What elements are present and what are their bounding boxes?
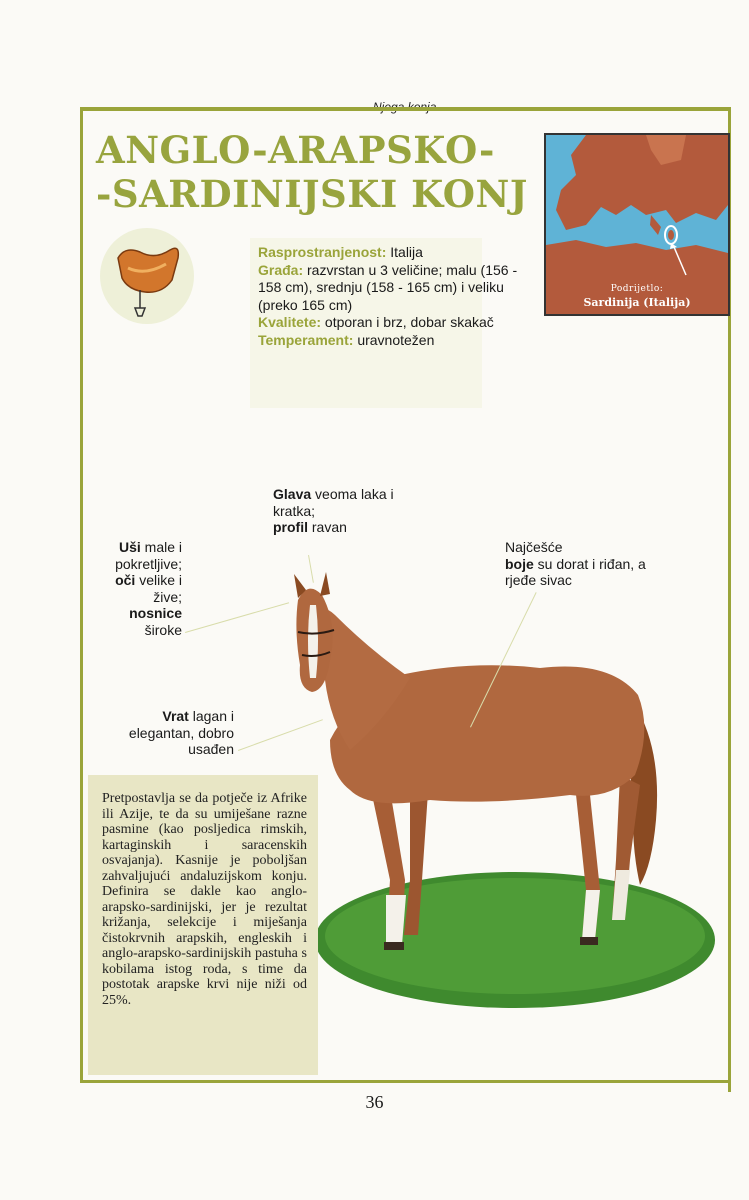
origin-map (544, 133, 730, 316)
saddle-icon (100, 228, 194, 324)
ears-term: Uši (118, 539, 141, 555)
horse-illustration (290, 560, 720, 1020)
annotation-head (273, 486, 423, 536)
ears-text: male i pokretljive; (115, 539, 182, 572)
map-origin-label: Podrijetlo: (610, 284, 664, 294)
head-text: veoma laka i kratka; (273, 486, 394, 519)
breed-facts (258, 244, 518, 349)
head-term: Glava (273, 486, 312, 502)
colour-term: boje (505, 555, 534, 572)
nostrils-text: široke (144, 621, 182, 638)
map-caption (546, 282, 728, 310)
frame-left-rule (80, 107, 83, 1082)
page-number: 36 (365, 1092, 384, 1112)
fact-key-temperament: Temperament: (258, 331, 354, 348)
eyes-term: oči (115, 572, 136, 588)
fact-key-qualities: Kvalitete: (258, 314, 322, 330)
neck-term: Vrat (162, 708, 189, 724)
frame-top-rule (80, 107, 730, 111)
map-origin-place: Sardinija (Italija) (583, 296, 691, 309)
fact-key-distribution: Rasprostranjenost: (258, 244, 387, 260)
fact-value-distribution: Italija (386, 244, 423, 260)
fact-value-temperament: uravnotežen (353, 331, 435, 348)
annotation-neck (120, 708, 234, 758)
profile-term: profil (273, 519, 308, 535)
title-line-1: ANGLO-ARAPSKO- (96, 128, 495, 172)
fact-value-qualities: otporan i brz, dobar skakač (321, 314, 494, 330)
nostrils-term: nosnice (129, 605, 182, 621)
leader-ears (185, 602, 289, 633)
page-title (96, 128, 528, 216)
history-text-box (88, 775, 318, 1075)
annotation-colour (505, 539, 655, 589)
colour-text: su dorat i riđan, a rjeđe sivac (505, 555, 646, 588)
neck-text: lagan i elegantan, dobro usađen (128, 708, 234, 757)
title-line-2: -SARDINIJSKI KONJ (96, 172, 528, 216)
fact-value-build: razvrstan u 3 veličine; malu (156 - 158 cm), srednju (158 - 165 cm) i veliku (preko 165 cm) (258, 261, 518, 313)
history-paragraph: Pretpostavlja se da potječe iz Afrike ili Azije, te da su umiješane razne pasmine (kao posljedica rimskih, kartaginskih i saracenskih osvajanja). Kasnije je poboljšan zahvaljujući andaluzijskom konju. Definira se dakle kao anglo-arapsko-sardinijski, jer je rezultat križanja, selekcije i miješanja čistokrvnih arapskih, engleskih i anglo-arapsko-sardinijskih pastuha s kobilama istog roda, s time da postotak arapske krvi nije niži od 25%. (102, 791, 307, 1008)
profile-text: ravan (308, 519, 347, 535)
frame-bottom-rule (80, 1080, 730, 1083)
eyes-text: velike i žive; (135, 572, 182, 605)
fact-key-build: Građa: (258, 261, 304, 278)
colour-intro: Najčešće (505, 539, 563, 555)
running-header: Njega konja (373, 100, 437, 114)
annotation-ears (100, 539, 182, 638)
